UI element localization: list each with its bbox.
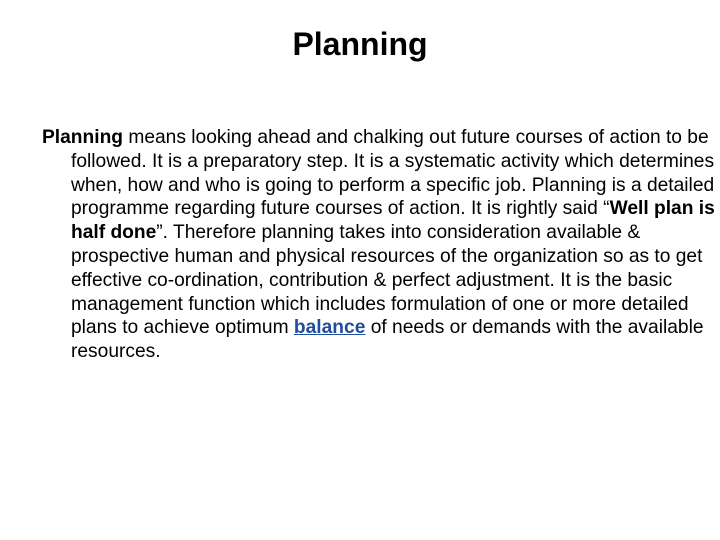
slide-body-paragraph	[42, 126, 717, 364]
body-quote: Well plan is half done	[71, 198, 715, 244]
slide-title: Planning	[292, 26, 428, 62]
body-text-2: ”. Therefore planning takes into consideration available & prospective human and physical resources of the organization so as to get effective co-ordination, contribution & perfect adjustment. It is the basic management function which includes formulation of one or more detailed plans to achieve optimum	[71, 222, 703, 339]
body-text-1: means looking ahead and chalking out future courses of action to be followed. It is a preparatory step. It is a systematic activity which determines when, how and who is going to perform a specific job. Planning is a detailed programme regarding future courses of action. It is rightly said “	[71, 127, 715, 220]
body-text-3: of needs or demands with the available resources.	[71, 317, 704, 363]
body-term: Planning	[42, 127, 124, 148]
balance-link[interactable]: balance	[293, 317, 366, 339]
